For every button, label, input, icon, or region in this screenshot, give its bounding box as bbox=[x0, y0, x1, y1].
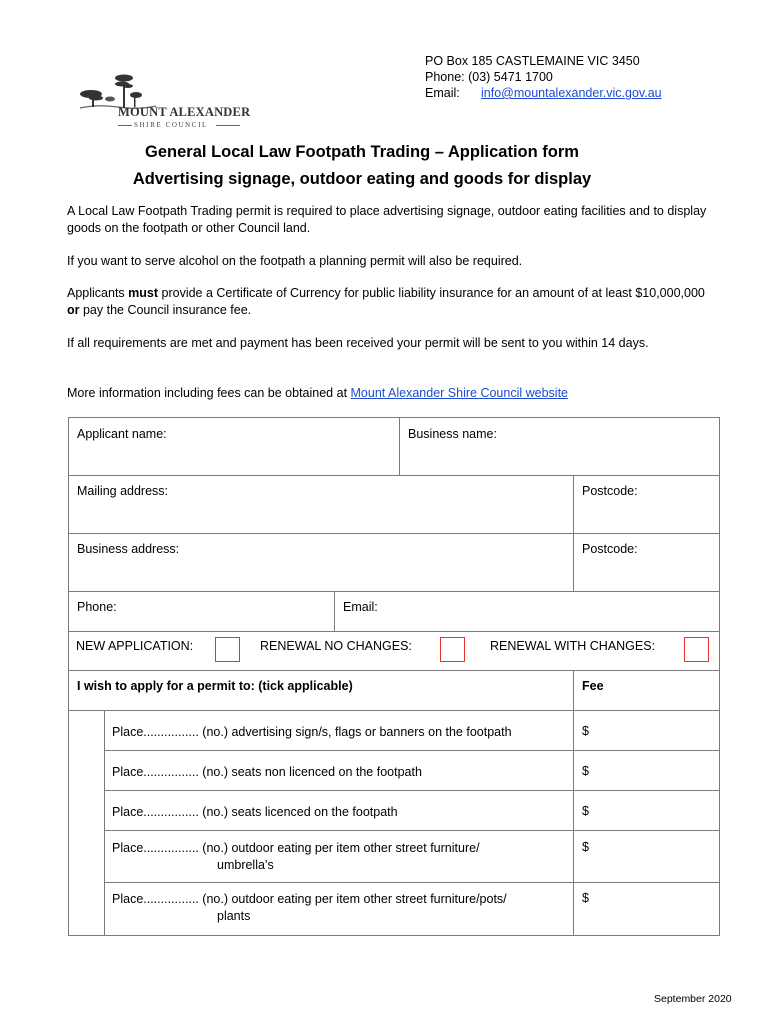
po-box: PO Box 185 CASTLEMAINE VIC 3450 bbox=[425, 54, 640, 68]
fee-symbol: $ bbox=[582, 891, 589, 905]
email-label: Email: bbox=[343, 600, 378, 614]
insurance-paragraph bbox=[67, 285, 707, 319]
more-info-paragraph bbox=[67, 385, 707, 402]
more-info-text: More information including fees can be obtained at bbox=[67, 386, 351, 400]
applicant-name-field[interactable] bbox=[68, 417, 399, 476]
permit-item-line2: umbrella’s bbox=[217, 858, 274, 872]
applicant-name-label: Applicant name: bbox=[77, 427, 167, 441]
logo-name: MOUNT ALEXANDER bbox=[118, 105, 251, 119]
permit-item-text bbox=[112, 891, 507, 925]
renewal-with-changes-label: RENEWAL WITH CHANGES: bbox=[490, 639, 656, 653]
tick-column bbox=[68, 710, 104, 936]
fee-header-cell bbox=[573, 670, 720, 711]
fee-cell[interactable] bbox=[573, 750, 720, 791]
mailing-address-label: Mailing address: bbox=[77, 484, 169, 498]
new-application-checkbox[interactable] bbox=[215, 637, 240, 662]
table-row[interactable] bbox=[104, 750, 573, 791]
permit-item-line1: Place................ (no.) outdoor eating per item other street furniture/pots/ bbox=[112, 892, 507, 906]
email-line bbox=[425, 85, 662, 101]
application-form bbox=[68, 417, 720, 936]
permit-header: I wish to apply for a permit to: (tick applicable) bbox=[77, 679, 353, 693]
logo-subtitle: SHIRE COUNCIL bbox=[134, 121, 208, 129]
postcode-label: Postcode: bbox=[582, 542, 638, 556]
renewal-no-changes-label: RENEWAL NO CHANGES: bbox=[260, 639, 412, 653]
insurance-text: provide a Certificate of Currency for public liability insurance for an amount of at least $10,000,000 bbox=[158, 286, 705, 300]
document-title: General Local Law Footpath Trading – Application form bbox=[145, 143, 579, 161]
business-name-field[interactable] bbox=[399, 417, 720, 476]
table-row[interactable] bbox=[104, 830, 573, 883]
postcode-label: Postcode: bbox=[582, 484, 638, 498]
council-website-link[interactable]: Mount Alexander Shire Council website bbox=[350, 386, 568, 400]
or-emphasis: or bbox=[67, 303, 80, 317]
document-subtitle: Advertising signage, outdoor eating and goods for display bbox=[132, 170, 592, 188]
permit-header-cell bbox=[68, 670, 573, 711]
fee-cell[interactable] bbox=[573, 790, 720, 831]
table-row[interactable] bbox=[104, 790, 573, 831]
logo-rule bbox=[118, 125, 132, 126]
email-field[interactable] bbox=[334, 591, 720, 632]
insurance-text: pay the Council insurance fee. bbox=[79, 303, 252, 317]
phone-number: Phone: (03) 5471 1700 bbox=[425, 70, 553, 84]
alcohol-paragraph: If you want to serve alcohol on the footpath a planning permit will also be required. bbox=[67, 254, 523, 268]
permit-item-text: Place................ (no.) seats non licenced on the footpath bbox=[112, 765, 422, 779]
table-row[interactable] bbox=[104, 710, 573, 751]
mailing-postcode-field[interactable] bbox=[573, 475, 720, 534]
permit-item-text: Place................ (no.) advertising sign/s, flags or banners on the footpath bbox=[112, 725, 512, 739]
permit-paragraph: If all requirements are met and payment has been received your permit will be sent to you within 14 days. bbox=[67, 336, 649, 350]
new-application-label: NEW APPLICATION: bbox=[76, 639, 194, 653]
council-address bbox=[425, 53, 662, 101]
table-row[interactable] bbox=[104, 882, 573, 936]
phone-label: Phone: bbox=[77, 600, 117, 614]
must-emphasis: must bbox=[128, 286, 159, 300]
email-label: Email: bbox=[425, 86, 460, 100]
fee-header: Fee bbox=[582, 679, 604, 693]
email-link[interactable]: info@mountalexander.vic.gov.au bbox=[481, 86, 662, 100]
logo-rule bbox=[216, 125, 240, 126]
intro-paragraph: A Local Law Footpath Trading permit is required to place advertising signage, outdoor eating facilities and to display goods on the footpath or other Council land. bbox=[67, 204, 707, 235]
footer-date: September 2020 bbox=[654, 993, 732, 1005]
fee-cell[interactable] bbox=[573, 710, 720, 751]
fee-symbol: $ bbox=[582, 804, 589, 818]
permit-item-text bbox=[112, 840, 480, 874]
business-postcode-field[interactable] bbox=[573, 533, 720, 592]
permit-item-text: Place................ (no.) seats licenced on the footpath bbox=[112, 805, 398, 819]
fee-cell[interactable] bbox=[573, 882, 720, 936]
business-address-field[interactable] bbox=[68, 533, 573, 592]
mailing-address-field[interactable] bbox=[68, 475, 573, 534]
council-logo bbox=[78, 72, 251, 134]
business-address-label: Business address: bbox=[77, 542, 180, 556]
permit-item-line1: Place................ (no.) outdoor eating per item other street furniture/ bbox=[112, 841, 480, 855]
renewal-with-changes-checkbox[interactable] bbox=[684, 637, 709, 662]
fee-symbol: $ bbox=[582, 724, 589, 738]
permit-item-line2: plants bbox=[217, 909, 251, 923]
fee-symbol: $ bbox=[582, 764, 589, 778]
fee-cell[interactable] bbox=[573, 830, 720, 883]
insurance-text: Applicants bbox=[67, 286, 129, 300]
phone-field[interactable] bbox=[68, 591, 334, 632]
fee-symbol: $ bbox=[582, 840, 589, 854]
business-name-label: Business name: bbox=[408, 427, 497, 441]
renewal-no-changes-checkbox[interactable] bbox=[440, 637, 465, 662]
